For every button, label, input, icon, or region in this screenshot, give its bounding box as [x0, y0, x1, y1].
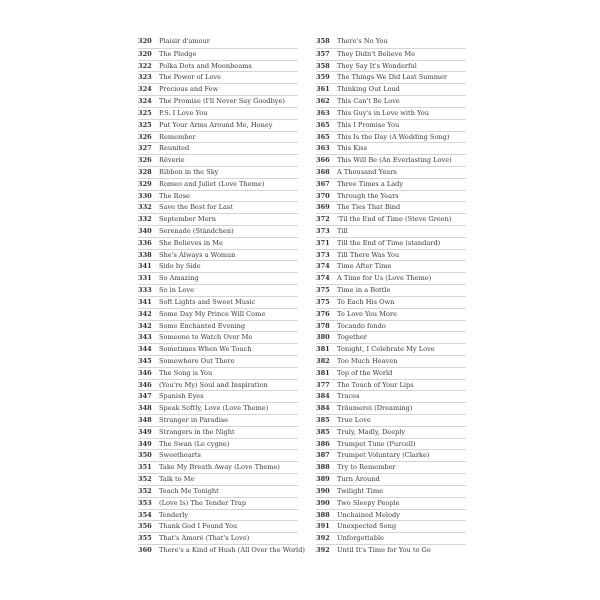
song-title: Serenade (Ständchen): [159, 227, 234, 235]
song-title: They Didn't Believe Me: [337, 49, 416, 58]
page-number: 349: [138, 439, 152, 448]
song-title: Rêverie: [159, 156, 185, 165]
song-title: Top of the World: [337, 368, 393, 377]
index-entry: [316, 237, 466, 249]
index-entry: [316, 355, 466, 367]
song-title: Tenderly: [159, 510, 189, 519]
index-entry: [316, 367, 466, 379]
page-number: 341: [138, 262, 152, 271]
index-entry: [316, 308, 466, 320]
page-number: 384: [316, 392, 330, 401]
page-number: 326: [138, 132, 152, 141]
song-title: Träumerei (Dreaming): [337, 404, 413, 413]
page-number: 350: [138, 451, 152, 460]
index-entry: [138, 379, 298, 391]
page-number: 389: [316, 475, 330, 484]
index-entry: [316, 520, 466, 532]
page-number: 386: [316, 439, 330, 448]
index-entry: [138, 485, 298, 497]
index-entry: [316, 225, 466, 237]
index-entry: [138, 60, 298, 72]
index-entry: [316, 272, 466, 284]
index-entry: [138, 544, 305, 556]
page-number: 333: [138, 286, 152, 295]
page-number: 330: [138, 191, 152, 200]
song-title: This Kiss: [337, 144, 368, 153]
index-entry: [138, 142, 298, 154]
index-entry: [316, 95, 466, 107]
song-title: That's Amoré (That's Love): [159, 534, 250, 543]
page-number: 344: [138, 345, 152, 354]
index-entry: [138, 414, 298, 426]
song-title: Save the Best for Last: [159, 203, 233, 212]
song-title: Till: [337, 227, 348, 235]
index-entry: [138, 343, 298, 355]
page-number: 320: [138, 37, 152, 45]
page-number: 367: [316, 179, 330, 188]
page-number: 356: [138, 522, 152, 531]
song-title: This Will Be (An Everlasting Love): [337, 156, 452, 165]
song-title: Remember: [159, 132, 196, 141]
song-title: To Love You More: [337, 309, 397, 318]
index-entry: [138, 449, 298, 461]
song-title: Spanish Eyes: [159, 392, 204, 401]
song-title: (Love Is) The Tender Trap: [159, 498, 247, 507]
song-title: Speak Softly, Love (Love Theme): [159, 404, 269, 413]
page-number: 351: [138, 463, 152, 472]
page-number: 373: [316, 227, 330, 235]
song-title: Thank God I Found You: [159, 522, 238, 531]
song-title: The Things We Did Last Summer: [337, 73, 448, 82]
song-title: They Say It's Wonderful: [337, 61, 417, 70]
song-title: There's No You: [337, 37, 388, 45]
song-title: Precious and Few: [159, 85, 219, 94]
page-number: 365: [316, 132, 330, 141]
song-title: Teach Me Tonight: [159, 486, 219, 495]
song-title: The Rose: [159, 191, 190, 200]
page-number: 384: [316, 404, 330, 413]
index-entry: [316, 402, 466, 414]
page-number: 374: [316, 262, 330, 271]
song-title: Reunited: [159, 144, 190, 153]
right-index-column: [316, 36, 466, 556]
index-entry: [316, 320, 466, 332]
index-entry: [316, 473, 466, 485]
song-title: September Morn: [159, 215, 216, 224]
index-entry: [316, 532, 466, 544]
index-entry: [138, 461, 298, 473]
song-title: Side by Side: [159, 262, 201, 271]
index-entry: [138, 237, 298, 249]
index-entry: [316, 142, 466, 154]
song-title: Soft Lights and Sweet Music: [159, 297, 256, 306]
song-title: Till There Was You: [337, 250, 400, 259]
page-number: 366: [316, 156, 330, 165]
page-number: 355: [138, 534, 152, 543]
song-title: Truly, Madly, Deeply: [337, 427, 406, 436]
song-title: The Swan (Le cygne): [159, 439, 230, 448]
page-number: 378: [316, 321, 330, 330]
index-entry: [138, 284, 298, 296]
page-number: 360: [138, 545, 152, 554]
song-title: Turn Around: [337, 475, 380, 484]
song-title: Ribbon in the Sky: [159, 167, 219, 176]
song-title: Through the Years: [337, 191, 399, 200]
song-title: Unexpected Song: [337, 522, 397, 531]
index-entry: [138, 473, 298, 485]
index-entry: [316, 60, 466, 72]
left-index-column: [138, 36, 305, 556]
index-entry: [138, 296, 298, 308]
song-title: P.S. I Love You: [159, 108, 208, 117]
index-entry: [138, 190, 298, 202]
song-title: Together: [337, 333, 367, 342]
index-entry: [316, 249, 466, 261]
page-number: 375: [316, 286, 330, 295]
page-number: 331: [138, 274, 152, 283]
song-title: Too Much Heaven: [337, 356, 398, 365]
page-number: 357: [316, 49, 330, 58]
index-entry: [316, 178, 466, 190]
page-number: 369: [316, 203, 330, 212]
index-entry: [316, 284, 466, 296]
song-title: So Amazing: [159, 274, 199, 283]
song-title: A Time for Us (Love Theme): [337, 274, 432, 283]
index-entry: [316, 166, 466, 178]
index-entry: [138, 520, 298, 532]
index-entry: [138, 308, 298, 320]
song-title: Until It's Time for You to Go: [337, 545, 431, 554]
index-entry: [316, 119, 466, 131]
page-number: 390: [316, 486, 330, 495]
song-title: Thinking Out Loud: [337, 85, 400, 94]
page-number: 385: [316, 427, 330, 436]
index-entry: [316, 296, 466, 308]
page-number: 382: [316, 356, 330, 365]
song-title: True Love: [337, 416, 371, 424]
song-title: Sweethearts: [159, 451, 201, 460]
page-number: 348: [138, 416, 152, 424]
index-entry: [316, 131, 466, 143]
index-entry: [316, 544, 466, 556]
page-number: 320: [138, 49, 152, 58]
page-number: 348: [138, 404, 152, 413]
song-title: Traces: [337, 392, 360, 401]
song-title: Tocando fondo: [337, 321, 386, 330]
page-number: 368: [316, 167, 330, 176]
index-entry: [138, 426, 298, 438]
page-number: 332: [138, 215, 152, 224]
page-number: 346: [138, 368, 152, 377]
index-entry: [316, 154, 466, 166]
page-number: 392: [316, 534, 330, 543]
song-title: Unforgettable: [337, 534, 384, 543]
page-number: 363: [316, 108, 330, 117]
index-entry: [138, 83, 298, 95]
index-entry: [138, 36, 298, 48]
song-title: Stranger in Paradise: [159, 416, 229, 424]
page-number: 345: [138, 356, 152, 365]
song-title: 'Til the End of Time (Steve Green): [337, 215, 452, 224]
page-number: 361: [316, 85, 330, 94]
page-number: 370: [316, 191, 330, 200]
index-entry: [316, 485, 466, 497]
page-number: 336: [138, 238, 152, 247]
song-title: This Is the Day (A Wedding Song): [337, 132, 450, 141]
song-title: Trumpet Voluntary (Clarke): [337, 451, 430, 460]
page-number: 376: [316, 309, 330, 318]
song-title: Somewhere Out There: [159, 356, 235, 365]
page-number: 327: [138, 144, 152, 153]
page-number: 340: [138, 227, 152, 235]
index-entry: [138, 320, 298, 332]
index-entry: [316, 83, 466, 95]
page-number: 324: [138, 97, 152, 106]
song-title: Three Times a Lady: [337, 179, 404, 188]
song-title: Till the End of Time (standard): [337, 238, 441, 247]
index-entry: [138, 178, 298, 190]
song-title: Sometimes When We Touch: [159, 345, 252, 354]
page-number: 343: [138, 333, 152, 342]
index-entry: [138, 48, 298, 60]
song-title: The Song is You: [159, 368, 213, 377]
index-entry: [138, 355, 298, 367]
page-number: 375: [316, 297, 330, 306]
page-number: 380: [316, 333, 330, 342]
song-title: She's Always a Woman: [159, 250, 236, 259]
song-title: Trumpet Tune (Purcell): [337, 439, 416, 448]
page-number: 381: [316, 345, 330, 354]
page-number: 373: [316, 250, 330, 259]
song-title: Some Enchanted Evening: [159, 321, 246, 330]
page-number: 323: [138, 73, 152, 82]
index-entry: [138, 213, 298, 225]
page-number: 349: [138, 427, 152, 436]
index-entry: [316, 331, 466, 343]
index-entry: [316, 201, 466, 213]
song-title: Polka Dots and Moonbeams: [159, 61, 252, 70]
song-title: Talk to Me: [159, 475, 195, 484]
page-number: 347: [138, 392, 152, 401]
song-title: Put Your Arms Around Me, Honey: [159, 120, 273, 129]
page-number: 363: [316, 144, 330, 153]
song-title: The Power of Love: [159, 73, 222, 82]
index-entry: [316, 36, 466, 48]
page-number: 365: [316, 120, 330, 129]
index-entry: [138, 166, 298, 178]
song-title: The Pledge: [159, 49, 197, 58]
page-number: 377: [316, 380, 330, 389]
index-entry: [138, 225, 298, 237]
page-number: 374: [316, 274, 330, 283]
page-number: 392: [316, 545, 330, 554]
index-entry: [316, 379, 466, 391]
page-number: 387: [316, 451, 330, 460]
page-number: 390: [316, 498, 330, 507]
page-number: 358: [316, 37, 330, 45]
page-number: 388: [316, 463, 330, 472]
song-title: The Promise (I'll Never Say Goodbye): [159, 97, 285, 106]
index-entry: [138, 131, 298, 143]
song-title: Tonight, I Celebrate My Love: [337, 345, 435, 354]
index-entry: [316, 449, 466, 461]
index-entry: [316, 107, 466, 119]
song-title: So in Love: [159, 286, 195, 295]
song-title: Unchained Melody: [337, 510, 400, 519]
index-entry: [316, 71, 466, 83]
song-title: Try to Remember: [337, 463, 396, 472]
page-number: 342: [138, 321, 152, 330]
song-title: Plaisir d'amour: [159, 37, 210, 45]
song-title: A Thousand Years: [337, 167, 397, 176]
song-title: Take My Breath Away (Love Theme): [159, 463, 280, 472]
page-number: 372: [316, 215, 330, 224]
song-title: Time in a Bottle: [337, 286, 391, 295]
index-entry: [138, 390, 298, 402]
page-number: 341: [138, 297, 152, 306]
page-number: 358: [316, 61, 330, 70]
page-number: 371: [316, 238, 330, 247]
song-title: Time After Time: [337, 262, 392, 271]
index-entry: [138, 154, 298, 166]
index-entry: [316, 343, 466, 355]
page-number: 332: [138, 203, 152, 212]
index-entry: [316, 426, 466, 438]
song-title: Two Sleepy People: [337, 498, 400, 507]
page-number: 346: [138, 380, 152, 389]
index-entry: [316, 190, 466, 202]
page-number: 352: [138, 475, 152, 484]
index-entry: [316, 260, 466, 272]
index-entry: [138, 438, 298, 450]
page-number: 391: [316, 522, 330, 531]
index-entry: [316, 48, 466, 60]
index-entry: [138, 331, 298, 343]
page-number: 354: [138, 510, 152, 519]
index-entry: [138, 402, 298, 414]
page-number: 326: [138, 156, 152, 165]
index-entry: [138, 107, 298, 119]
song-title: There's a Kind of Hush (All Over the World): [159, 545, 305, 554]
page-number: 325: [138, 108, 152, 117]
song-title: The Touch of Your Lips: [337, 380, 414, 389]
index-entry: [316, 509, 466, 521]
index-entry: [316, 213, 466, 225]
page-number: 359: [316, 73, 330, 82]
page-number: 352: [138, 486, 152, 495]
index-entry: [316, 390, 466, 402]
page-number: 353: [138, 498, 152, 507]
page-number: 338: [138, 250, 152, 259]
index-entry: [138, 367, 298, 379]
index-entry: [138, 272, 298, 284]
index-entry: [138, 201, 298, 213]
song-title: Some Day My Prince Will Come: [159, 309, 266, 318]
page-number: 328: [138, 167, 152, 176]
song-title: Someone to Watch Over Me: [159, 333, 253, 342]
index-entry: [138, 509, 298, 521]
song-title: (You're My) Soul and Inspiration: [159, 380, 268, 389]
index-entry: [138, 497, 298, 509]
song-title: This I Promise You: [337, 120, 400, 129]
index-entry: [316, 497, 466, 509]
page-number: 329: [138, 179, 152, 188]
song-title: To Each His Own: [337, 297, 395, 306]
song-title: The Ties That Bind: [337, 203, 401, 212]
page-number: 381: [316, 368, 330, 377]
index-entry: [316, 461, 466, 473]
index-entry: [138, 71, 298, 83]
page-number: 322: [138, 61, 152, 70]
page-number: 362: [316, 97, 330, 106]
song-title: Romeo and Juliet (Love Theme): [159, 179, 265, 188]
song-title: Strangers in the Night: [159, 427, 235, 436]
song-title: Twilight Time: [337, 486, 384, 495]
index-entry: [316, 438, 466, 450]
index-entry: [138, 249, 298, 261]
song-title: This Guy's in Love with You: [337, 108, 430, 117]
song-title: She Believes in Me: [159, 238, 223, 247]
page-number: 388: [316, 510, 330, 519]
index-entry: [138, 532, 298, 544]
page-number: 342: [138, 309, 152, 318]
page-number: 324: [138, 85, 152, 94]
index-entry: [316, 414, 466, 426]
page-number: 325: [138, 120, 152, 129]
index-entry: [138, 95, 298, 107]
index-entry: [138, 119, 298, 131]
index-entry: [138, 260, 298, 272]
page-number: 385: [316, 416, 330, 424]
song-title: This Can't Be Love: [337, 97, 400, 106]
